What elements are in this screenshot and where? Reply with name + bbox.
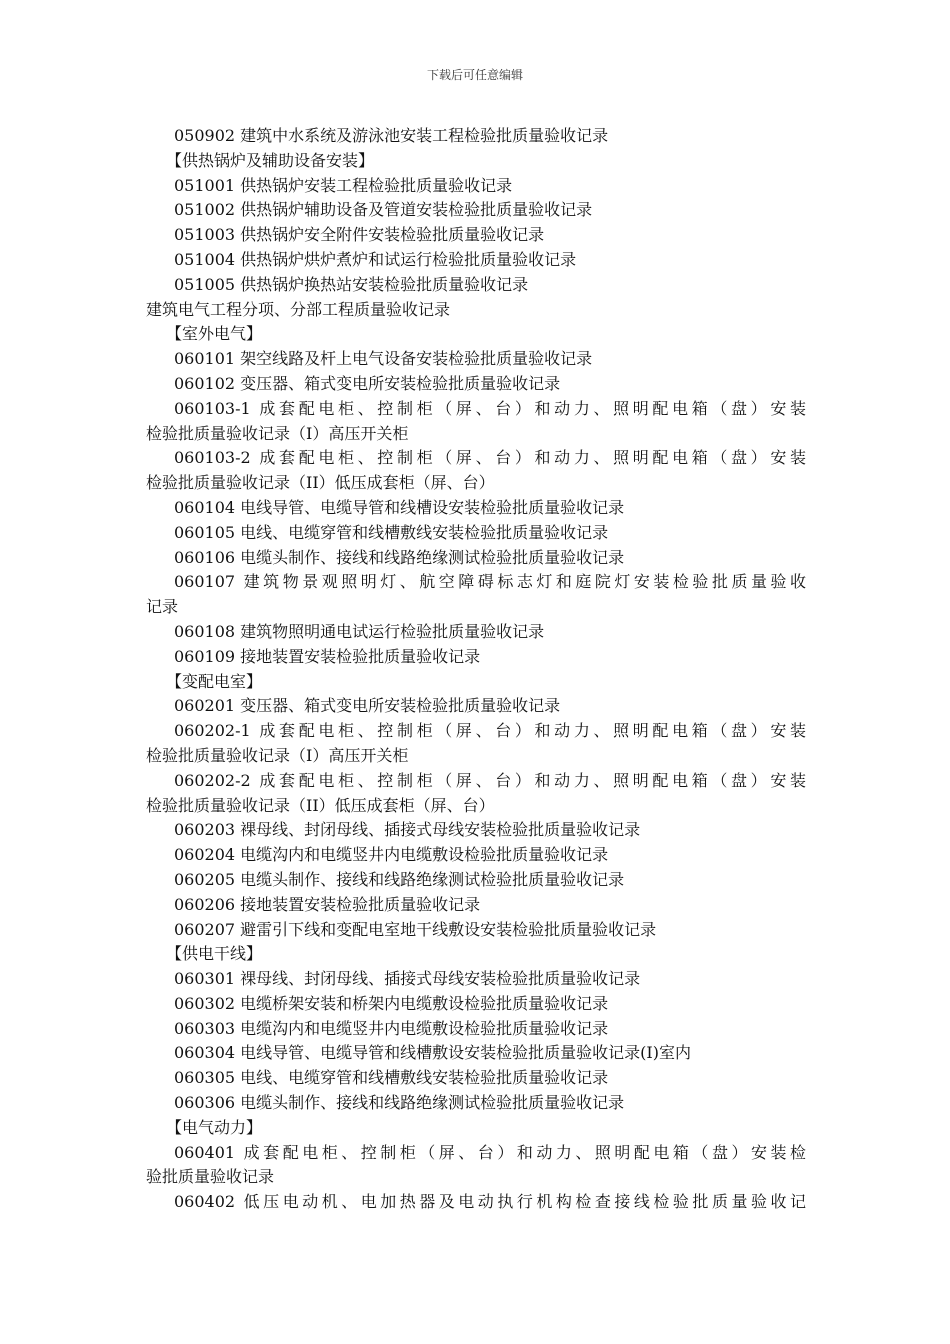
record-item: 060306 电缆头制作、接线和线路绝缘测试检验批质量验收记录 xyxy=(174,1093,625,1113)
section-heading: 【室外电气】 xyxy=(166,324,263,344)
record-item: 060206 接地装置安装检验批质量验收记录 xyxy=(174,894,481,914)
record-item: 060402 低压电动机、电加热器及电动执行机构检查接线检验批质量验收记 xyxy=(174,1192,806,1212)
record-item: 050902 建筑中水系统及游泳池安装工程检验批质量验收记录 xyxy=(174,126,609,145)
record-item: 060303 电缆沟内和电缆竖井内电缆敷设检验批质量验收记录 xyxy=(174,1018,609,1038)
record-item: 060203 裸母线、封闭母线、插接式母线安装检验批质量验收记录 xyxy=(174,820,641,840)
record-item-continuation: 检验批质量验收记录（I）高压开关柜 xyxy=(146,745,409,765)
record-item-continuation: 检验批质量验收记录（I）高压开关柜 xyxy=(146,423,409,443)
record-item: 051001 供热锅炉安装工程检验批质量验收记录 xyxy=(174,175,513,195)
record-item: 060103-2 成套配电柜、控制柜（屏、台）和动力、照明配电箱（盘）安装 xyxy=(174,448,806,468)
record-item: 060201 变压器、箱式变电所安装检验批质量验收记录 xyxy=(174,696,561,716)
record-item: 060305 电线、电缆穿管和线槽敷线安装检验批质量验收记录 xyxy=(174,1068,609,1088)
record-item: 051002 供热锅炉辅助设备及管道安装检验批质量验收记录 xyxy=(174,200,593,220)
record-item: 060101 架空线路及杆上电气设备安装检验批质量验收记录 xyxy=(174,349,593,369)
record-item: 060304 电线导管、电缆导管和线槽敷设安装检验批质量验收记录(I)室内 xyxy=(174,1043,691,1063)
record-item: 051004 供热锅炉烘炉煮炉和试运行检验批质量验收记录 xyxy=(174,249,577,269)
section-heading: 【变配电室】 xyxy=(166,671,263,691)
record-item: 051005 供热锅炉换热站安装检验批质量验收记录 xyxy=(174,274,529,294)
record-item: 060401 成套配电柜、控制柜（屏、台）和动力、照明配电箱（盘）安装检 xyxy=(174,1142,806,1162)
record-item: 060103-1 成套配电柜、控制柜（屏、台）和动力、照明配电箱（盘）安装 xyxy=(174,398,806,418)
record-item: 051003 供热锅炉安全附件安装检验批质量验收记录 xyxy=(174,225,545,245)
record-item: 060301 裸母线、封闭母线、插接式母线安装检验批质量验收记录 xyxy=(174,969,641,989)
record-item: 060105 电线、电缆穿管和线槽敷线安装检验批质量验收记录 xyxy=(174,522,609,542)
chapter-heading: 建筑电气工程分项、分部工程质量验收记录 xyxy=(146,299,451,319)
document-body xyxy=(146,124,806,1215)
record-item: 060107 建筑物景观照明灯、航空障碍标志灯和庭院灯安装检验批质量验收 xyxy=(174,572,806,592)
record-item: 060108 建筑物照明通电试运行检验批质量验收记录 xyxy=(174,621,545,641)
record-item-continuation: 记录 xyxy=(146,597,179,617)
record-item: 060109 接地装置安装检验批质量验收记录 xyxy=(174,646,481,666)
record-item: 060202-2 成套配电柜、控制柜（屏、台）和动力、照明配电箱（盘）安装 xyxy=(174,770,806,790)
record-item: 060106 电缆头制作、接线和线路绝缘测试检验批质量验收记录 xyxy=(174,547,625,567)
record-item-continuation: 检验批质量验收记录（II）低压成套柜（屏、台） xyxy=(146,473,495,493)
record-item-continuation: 检验批质量验收记录（II）低压成套柜（屏、台） xyxy=(146,795,495,815)
record-item: 060302 电缆桥架安装和桥架内电缆敷设检验批质量验收记录 xyxy=(174,993,609,1013)
record-item: 060102 变压器、箱式变电所安装检验批质量验收记录 xyxy=(174,373,561,393)
section-heading: 【供热锅炉及辅助设备安装】 xyxy=(166,150,375,170)
record-item: 060104 电线导管、电缆导管和线槽设安装检验批质量验收记录 xyxy=(174,497,625,517)
record-item: 060202-1 成套配电柜、控制柜（屏、台）和动力、照明配电箱（盘）安装 xyxy=(174,721,806,741)
section-heading: 【供电干线】 xyxy=(166,944,263,964)
record-item: 060207 避雷引下线和变配电室地干线敷设安装检验批质量验收记录 xyxy=(174,919,657,939)
record-item: 060205 电缆头制作、接线和线路绝缘测试检验批质量验收记录 xyxy=(174,869,625,889)
section-heading: 【电气动力】 xyxy=(166,1117,263,1137)
record-item: 060204 电缆沟内和电缆竖井内电缆敷设检验批质量验收记录 xyxy=(174,845,609,865)
record-item-continuation: 验批质量验收记录 xyxy=(146,1167,275,1187)
page-header: 下载后可任意编辑 xyxy=(426,68,523,82)
